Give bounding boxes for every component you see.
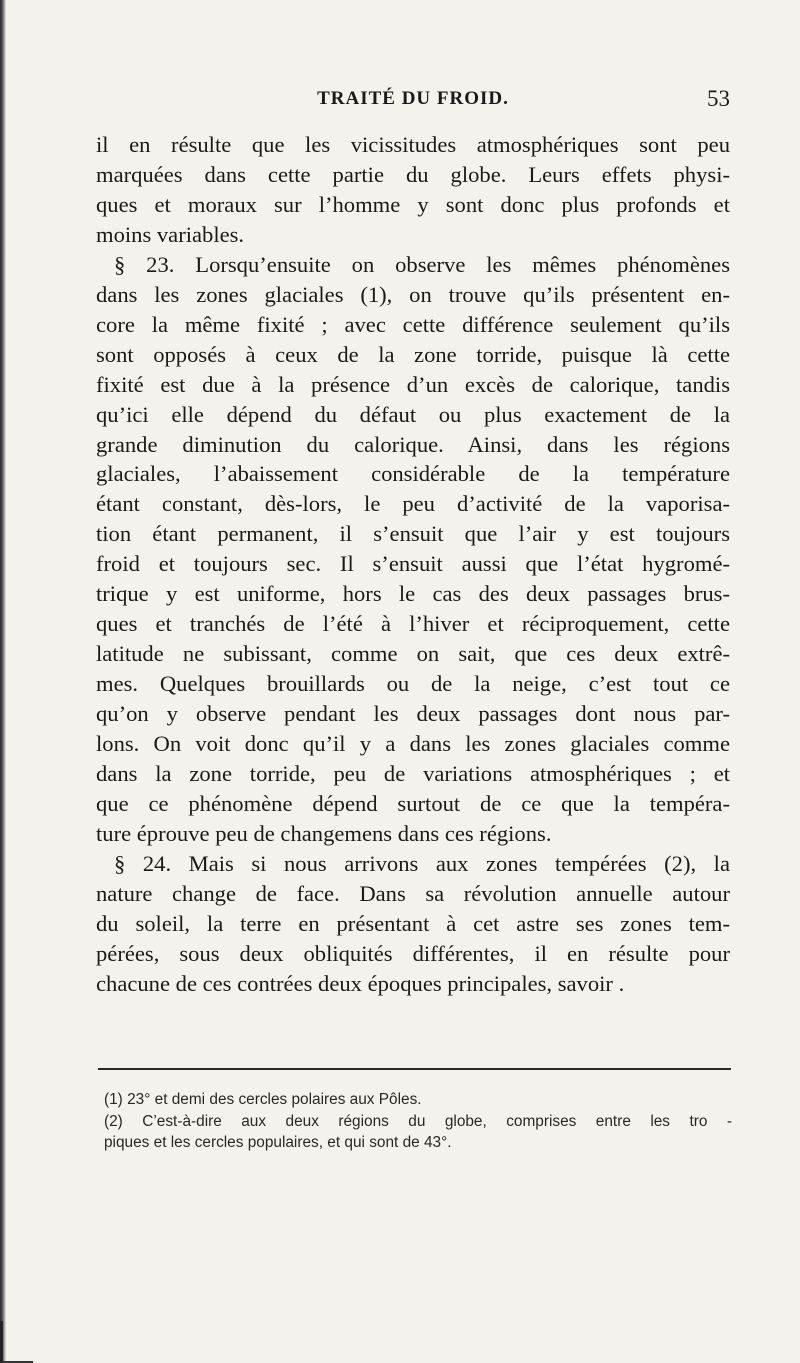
- text-line: froid et toujours sec. Il s’ensuit aussi que l’état hygromé-: [96, 551, 730, 577]
- text-line: latitude ne subissant, comme on sait, que ces deux extrê-: [96, 641, 730, 667]
- footnote-1: (1) 23° et demi des cercles polaires aux Pôles.: [104, 1091, 422, 1108]
- text-line: ques et tranchés de l’été à l’hiver et réciproquement, cette: [96, 611, 730, 637]
- text-line: tion étant permanent, il s’ensuit que l’air y est toujours: [96, 521, 730, 547]
- text-line: mes. Quelques brouillards ou de la neige, c’est tout ce: [96, 671, 730, 697]
- scan-bottom-corner: [0, 1321, 33, 1363]
- text-line: grande diminution du calorique. Ainsi, dans les régions: [96, 431, 730, 457]
- footnote-2: (2) C’est-à-dire aux deux régions du globe, comprises entre les tro -: [104, 1112, 732, 1130]
- text-line: sont opposés à ceux de la zone torride, puisque là cette: [96, 341, 730, 367]
- footnote-separator: [98, 1068, 731, 1070]
- text-line: fixité est due à la présence d’un excès de calorique, tandis: [96, 371, 730, 397]
- text-line: glaciales, l’abaissement considérable de la température: [96, 461, 730, 487]
- text-line: chacune de ces contrées deux époques principales, savoir .: [96, 970, 625, 996]
- text-line: nature change de face. Dans sa révolution annuelle autour: [96, 880, 730, 906]
- text-line: étant constant, dès-lors, le peu d’activité de la vaporisa-: [96, 491, 730, 517]
- text-line: lons. On voit donc qu’il y a dans les zones glaciales comme: [96, 731, 730, 757]
- text-line: dans la zone torride, peu de variations atmosphériques ; et: [96, 761, 730, 787]
- text-line: ture éprouve peu de changemens dans ces régions.: [96, 820, 552, 846]
- text-line: qu’on y observe pendant les deux passages dont nous par-: [96, 701, 730, 727]
- footnotes: [104, 1089, 732, 1154]
- text-line: core la même fixité ; avec cette différence seulement qu’ils: [96, 311, 730, 337]
- text-line: marquées dans cette partie du globe. Leurs effets physi-: [96, 161, 730, 187]
- text-line: trique y est uniforme, hors le cas des deux passages brus-: [96, 581, 730, 607]
- page-number: 53: [707, 86, 730, 111]
- text-line: qu’ici elle dépend du défaut ou plus exactement de la: [96, 401, 730, 427]
- page-header: [96, 88, 730, 118]
- section-23-start: § 23. Lorsqu’ensuite on observe les mêmes phénomènes: [114, 251, 730, 277]
- text-line: dans les zones glaciales (1), on trouve qu’ils présentent en-: [96, 281, 730, 307]
- text-line: pérées, sous deux obliquités différentes, il en résulte pour: [96, 940, 730, 966]
- text-line: du soleil, la terre en présentant à cet astre ses zones tem-: [96, 910, 730, 936]
- scan-left-edge: [0, 0, 6, 1363]
- text-line: ques et moraux sur l’homme y sont donc plus profonds et: [96, 191, 730, 217]
- section-24-start: § 24. Mais si nous arrivons aux zones tempérées (2), la: [114, 850, 730, 876]
- footnote-2-continued: piques et les cercles populaires, et qui sont de 43°.: [104, 1134, 452, 1151]
- text-line: moins variables.: [96, 221, 245, 247]
- text-line: que ce phénomène dépend surtout de ce que la tempéra-: [96, 790, 730, 816]
- body-text: [96, 130, 730, 999]
- running-title: TRAITÉ DU FROID.: [317, 88, 509, 109]
- text-line: il en résulte que les vicissitudes atmosphériques sont peu: [96, 132, 730, 157]
